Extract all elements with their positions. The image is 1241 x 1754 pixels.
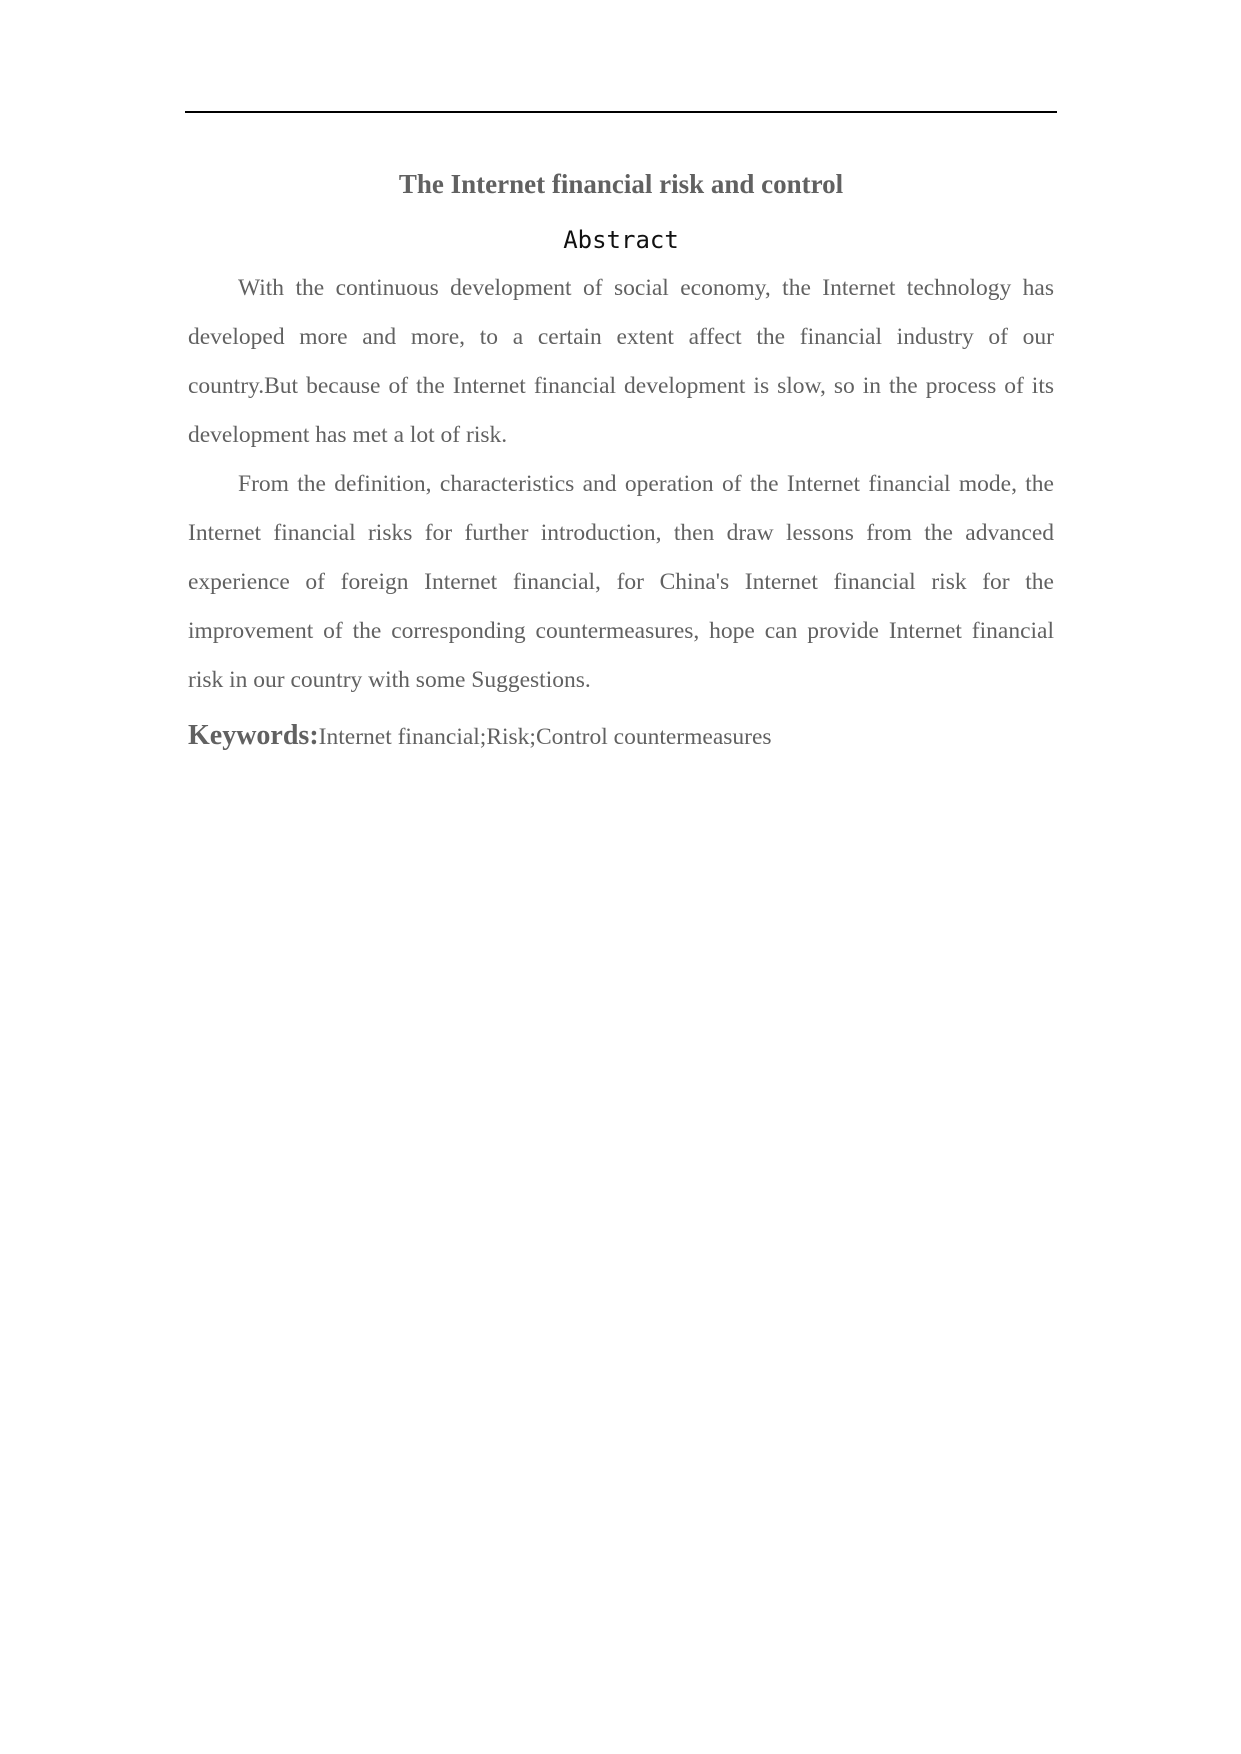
page-content xyxy=(188,150,1054,762)
header-rule xyxy=(185,111,1057,113)
abstract-paragraph-1: With the continuous development of social economy, the Internet technology has developed more and more, to a certain extent affect the financial industry of our country.But because of the Internet financial development is slow, so in the process of its development has met a lot of risk. xyxy=(188,275,1054,448)
keywords-label: Keywords: xyxy=(188,720,319,751)
abstract-heading: Abstract xyxy=(563,226,679,254)
document-title: The Internet financial risk and control xyxy=(398,169,844,199)
abstract-paragraph-2: From the definition, characteristics and operation of the Internet financial mode, the Internet financial risks for further introduction, then draw lessons from the advanced experience of foreign Internet financial, for China's Internet financial risk for the improvement of the corresponding countermeasures, hope can provide Internet financial risk in our country with some Suggestions. xyxy=(188,471,1054,693)
keywords-value: Internet financial;Risk;Control countermeasures xyxy=(318,724,772,750)
keywords-line xyxy=(188,711,1054,762)
